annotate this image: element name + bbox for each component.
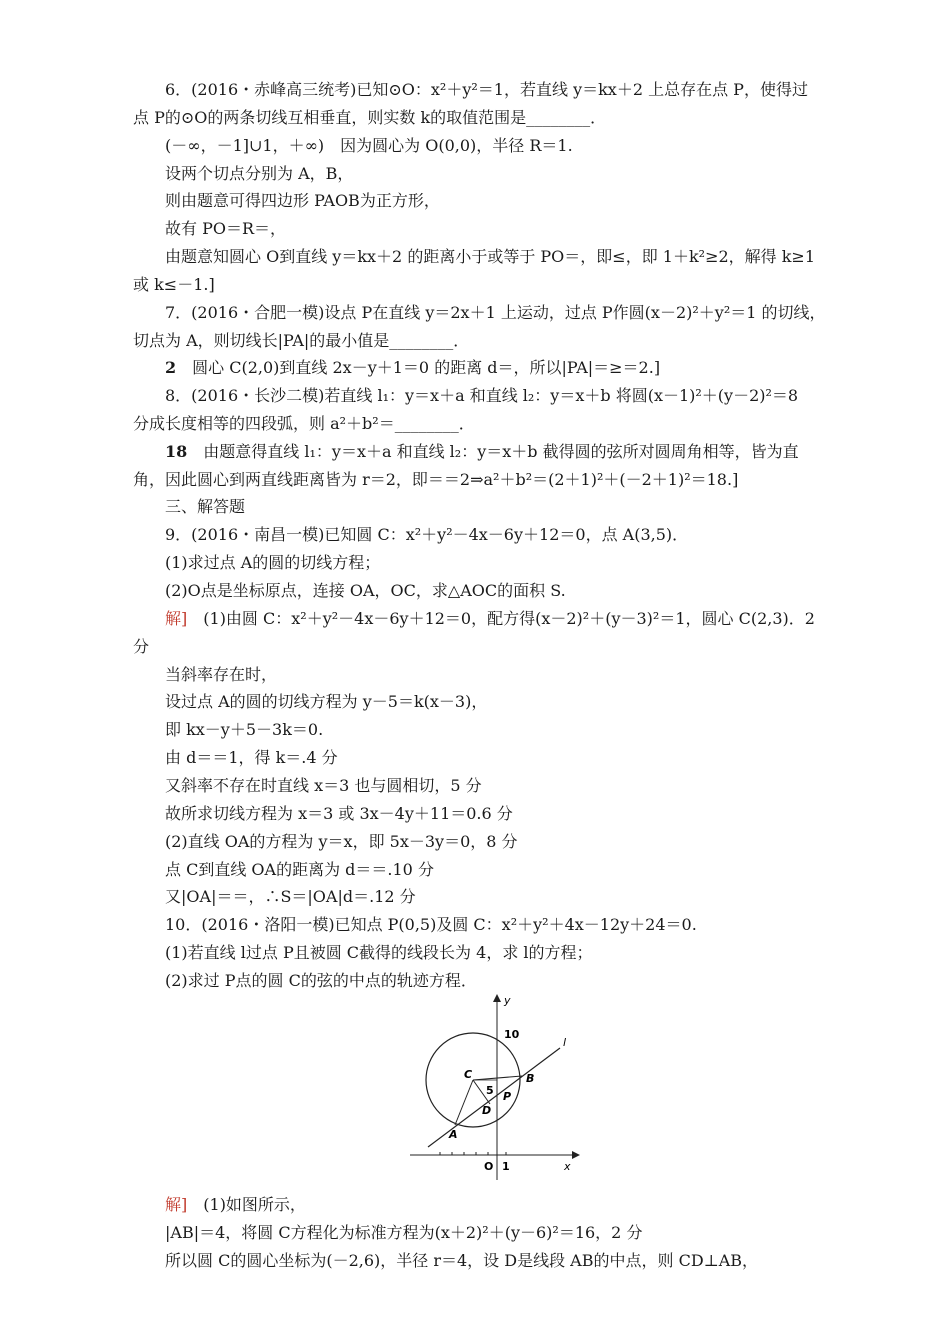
q7-answer-line <box>165 358 660 378</box>
q10-part1: (1)若直线 l过点 P且被圆 C截得的线段长为 4，求 l的方程； <box>165 943 593 962</box>
q8-stem-line2: 分成长度相等的四段弧，则 a²＋b²＝________． <box>133 414 475 433</box>
q10-figure <box>400 990 590 1190</box>
tick-y-label: 10 <box>504 1028 520 1041</box>
q9-part2: (2)O点是坐标原点，连接 OA，OC，求△AOC的面积 S. <box>165 581 566 600</box>
q6-answer: (－∞，－1]∪1，＋∞) 因为圆心为 O(0,0)，半径 R＝1. <box>165 136 573 155</box>
q8-solution-line2: 角，因此圆心到两直线距离皆为 r＝2，即＝＝2⇒a²＋b²＝(2＋1)²＋(－2＋1)²＝18.] <box>133 470 739 489</box>
axis-x-label: x <box>564 1160 571 1173</box>
q9-solution-line: 又斜率不存在时直线 x＝3 也与圆相切，5 分 <box>165 776 482 795</box>
q8-stem-line1: 8．(2016・长沙二模)若直线 l₁：y＝x＋a 和直线 l₂：y＝x＋b 将圆(x－1)²＋(y－2)²＝8 <box>165 386 799 405</box>
q10-stem: 10．(2016・洛阳一模)已知点 P(0,5)及圆 C：x²＋y²＋4x－12y＋24＝0. <box>165 915 697 934</box>
q6-solution-line: 故有 PO＝R＝， <box>165 219 287 238</box>
q9-solution-text: (1)由圆 C：x²＋y²－4x－6y＋12＝0，配方得(x－2)²＋(y－3)²＝1，圆心 C(2,3)．2 <box>203 609 815 628</box>
tick-x-label: 1 <box>502 1160 510 1173</box>
point-p-label: P <box>503 1090 512 1103</box>
q10-solution-line <box>165 1195 306 1215</box>
q9-solution-line: 故所求切线方程为 x＝3 或 3x－4y＋11＝0.6 分 <box>165 804 513 823</box>
axis-y-label: y <box>504 994 511 1007</box>
q9-stem: 9．(2016・南昌一模)已知圆 C：x²＋y²－4x－6y＋12＝0，点 A(3,5)． <box>165 525 689 544</box>
point-c-label: C <box>464 1068 473 1081</box>
q9-part1: (1)求过点 A的圆的切线方程； <box>165 553 381 572</box>
line-l-label: l <box>563 1036 567 1049</box>
q6-stem-line2: 点 P的⊙O的两条切线互相垂直，则实数 k的取值范围是________． <box>133 108 607 127</box>
q9-solution-line: 设过点 A的圆的切线方程为 y－5＝k(x－3)， <box>165 692 488 711</box>
segment-5-label: 5 <box>486 1084 494 1097</box>
q7-solution: 圆心 C(2,0)到直线 2x－y＋1＝0 的距离 d＝，所以|PA|＝≥＝2.] <box>192 358 661 377</box>
origin-label: O <box>484 1160 494 1173</box>
q6-solution-line: 设两个切点分别为 A，B， <box>165 164 354 183</box>
y-axis-arrow <box>493 994 501 1002</box>
line-l <box>428 1048 560 1147</box>
x-axis-arrow <box>572 1151 580 1159</box>
segment-ca <box>455 1080 473 1125</box>
point-b-label: B <box>526 1072 535 1085</box>
q8-answer-line <box>165 442 799 462</box>
q7-answer: 2 <box>165 358 177 377</box>
q9-solution-line: 分 <box>133 637 150 656</box>
q6-solution-line: 由题意知圆心 O到直线 y＝kx＋2 的距离小于或等于 PO＝，即≤，即 1＋k²≥2，解得 k≥1 <box>165 247 816 266</box>
q9-solution-line: 当斜率存在时， <box>165 665 278 684</box>
q9-solution-line: 点 C到直线 OA的距离为 d＝＝.10 分 <box>165 860 434 879</box>
q10-solution-line: |AB|＝4，将圆 C方程化为标准方程为(x＋2)²＋(y－6)²＝16，2 分 <box>165 1223 643 1242</box>
q8-answer: 18 <box>165 442 188 461</box>
q10-solution-line: 所以圆 C的圆心坐标为(－2,6)，半径 r＝4，设 D是线段 AB的中点，则 CD⊥AB， <box>165 1251 759 1270</box>
q9-solution-line: 即 kx－y＋5－3k＝0. <box>165 720 324 739</box>
q7-stem-line1: 7．(2016・合肥一模)设点 P在直线 y＝2x＋1 上运动，过点 P作圆(x－2)²＋y²＝1 的切线， <box>165 303 826 322</box>
q9-solution-line: 由 d＝＝1，得 k＝.4 分 <box>165 748 338 767</box>
q9-solution-line: 又|OA|＝＝，∴S＝|OA|d＝.12 分 <box>165 887 416 906</box>
q10-solution-text: (1)如图所示， <box>203 1195 306 1214</box>
section-heading: 三、解答题 <box>165 497 246 516</box>
q10-part2: (2)求过 P点的圆 C的弦的中点的轨迹方程． <box>165 971 477 990</box>
point-d-label: D <box>482 1104 492 1117</box>
q6-solution-line: 则由题意可得四边形 PAOB为正方形， <box>165 191 440 210</box>
jie-label: 解] <box>165 1195 188 1214</box>
point-a-label: A <box>449 1128 458 1141</box>
q6-stem-line1: 6．(2016・赤峰高三统考)已知⊙O：x²＋y²＝1，若直线 y＝kx＋2 上总存在点 P，使得过 <box>165 80 808 99</box>
q6-solution-line: 或 k≤－1.] <box>133 275 215 294</box>
q9-solution-line: (2)直线 OA的方程为 y＝x，即 5x－3y＝0，8 分 <box>165 832 518 851</box>
q7-stem-line2: 切点为 A，则切线长|PA|的最小值是________． <box>133 331 470 350</box>
jie-label: 解] <box>165 609 188 628</box>
q8-solution: 由题意得直线 l₁：y＝x＋a 和直线 l₂：y＝x＋b 截得圆的弦所对圆周角相等，皆为直 <box>203 442 799 461</box>
q9-solution-line <box>165 609 815 629</box>
